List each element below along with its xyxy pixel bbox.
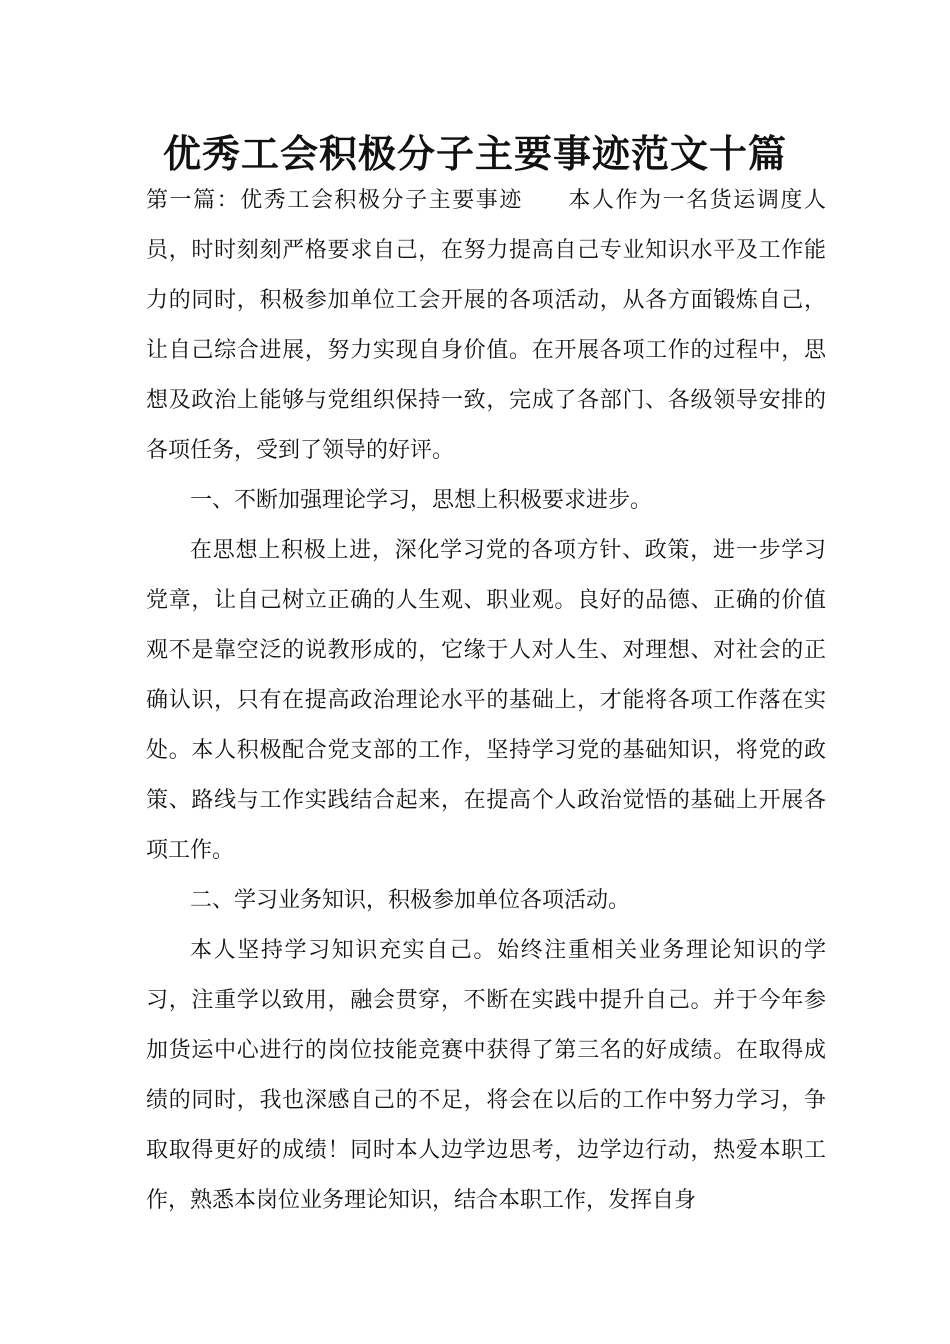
document-title: 优秀工会积极分子主要事迹范文十篇 [162, 131, 787, 176]
subheading-2: 二、学习业务知识，积极参加单位各项活动。 [190, 888, 631, 913]
subheading-1: 一、不断加强理论学习，思想上积极要求进步。 [190, 488, 653, 513]
intro-paragraph [146, 176, 826, 476]
section-heading: 第一篇：优秀工会积极分子主要事迹 [146, 188, 523, 213]
paragraph-3: 本人坚持学习知识充实自己。始终注重相关业务理论知识的学习，注重学以致用，融会贯穿，不断在实践中提升自己。并于今年参加货运中心进行的岗位技能竞赛中获得了第三名的好成绩。在取得成绩的同时，我也深感自己的不足，将会在以后的工作中努力学习，争取取得更好的成绩！同时本人边学边思考，边学边行动，热爱本职工作，熟悉本岗位业务理论知识，结合本职工作，发挥自身 [146, 938, 826, 1213]
document-body [146, 176, 826, 1226]
paragraph-1-text: 本人作为一名货运调度人员，时时刻刻严格要求自己，在努力提高自己专业知识水平及工作能力的同时，积极参加单位工会开展的各项活动，从各方面锻炼自己，让自己综合进展，努力实现自身价值。在开展各项工作的过程中，思想及政治上能够与党组织保持一致，完成了各部门、各级领导安排的各项任务，受到了领导的好评。 [146, 188, 826, 463]
paragraph-2: 在思想上积极上进，深化学习党的各项方针、政策，进一步学习党章，让自己树立正确的人生观、职业观。良好的品德、正确的价值观不是靠空泛的说教形成的，它缘于人对人生、对理想、对社会的正确认识，只有在提高政治理论水平的基础上，才能将各项工作落在实处。本人积极配合党支部的工作，坚持学习党的基础知识，将党的政策、路线与工作实践结合起来，在提高个人政治觉悟的基础上开展各项工作。 [146, 538, 826, 863]
